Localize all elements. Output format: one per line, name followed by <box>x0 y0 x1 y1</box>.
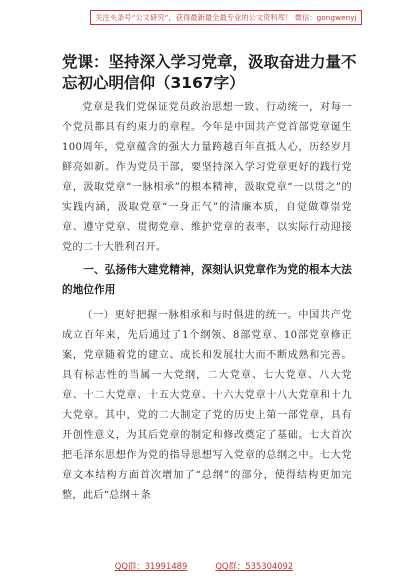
header-banner <box>90 10 362 25</box>
section-paragraph: （一）更好把握一脉相承和与时俱进的统一。中国共产党成立百年来，先后通过了1个纲领、8部党章、10部党章修正案，党章随着党的建立、成长和发展壮大而不断成熟和完善。具有标志性的当属一大党纲，二大党章、七大党章、八大党章、十二大党章、十五大党章、十六大党章十八大党章和十九大党章。其中，党的二大制定了党的历史上第一部党章，具有开创性意义，为其后党章的制定和修改奠定了基础。七大首次把毛泽东思想作为党的指导思想写入党章的总纲之中。七大党章文本结构方面首次增加了“总纲”的部分，使得结构更加完整，此后“总纲＋条 <box>62 310 352 501</box>
document-body <box>62 98 352 506</box>
section-heading: 一、弘扬伟大建党精神，深刻认识党章作为党的根本大法的地位作用 <box>62 264 352 296</box>
page-footer <box>0 560 408 574</box>
header-banner-text: 关注头条号“公文研究”，获得最新最全最专业的公文资料库！ 微信：gongwenyj <box>95 12 357 22</box>
intro-paragraph: 党章是我们党保证党员政治思想一致、行动统一，对每一个党员都具有约束力的章程。今年是中国共产党首部党章诞生100周年，党章蕴含的强大力量跨越百年直抵人心，历经岁月鲜亮如新。作为党员干部，要坚持深入学习党章更好的践行党章，汲取党章“一脉相承”的根本精神，汲取党章“一以贯之”的实践内涵，汲取党章“一身正气”的清廉本质，自觉做尊崇党章、遵守党章、贯彻党章、维护党章的表率，以实际行动迎接党的二十大胜利召开。 <box>62 102 352 253</box>
footer-qq-group-2[interactable]: QQ群：535304092 <box>215 561 294 571</box>
footer-qq-group-1[interactable]: QQ群：31991489 <box>114 561 188 571</box>
document-title: 党课：坚持深入学习党章，汲取奋进力量不忘初心明信仰（3167字） <box>62 53 357 92</box>
